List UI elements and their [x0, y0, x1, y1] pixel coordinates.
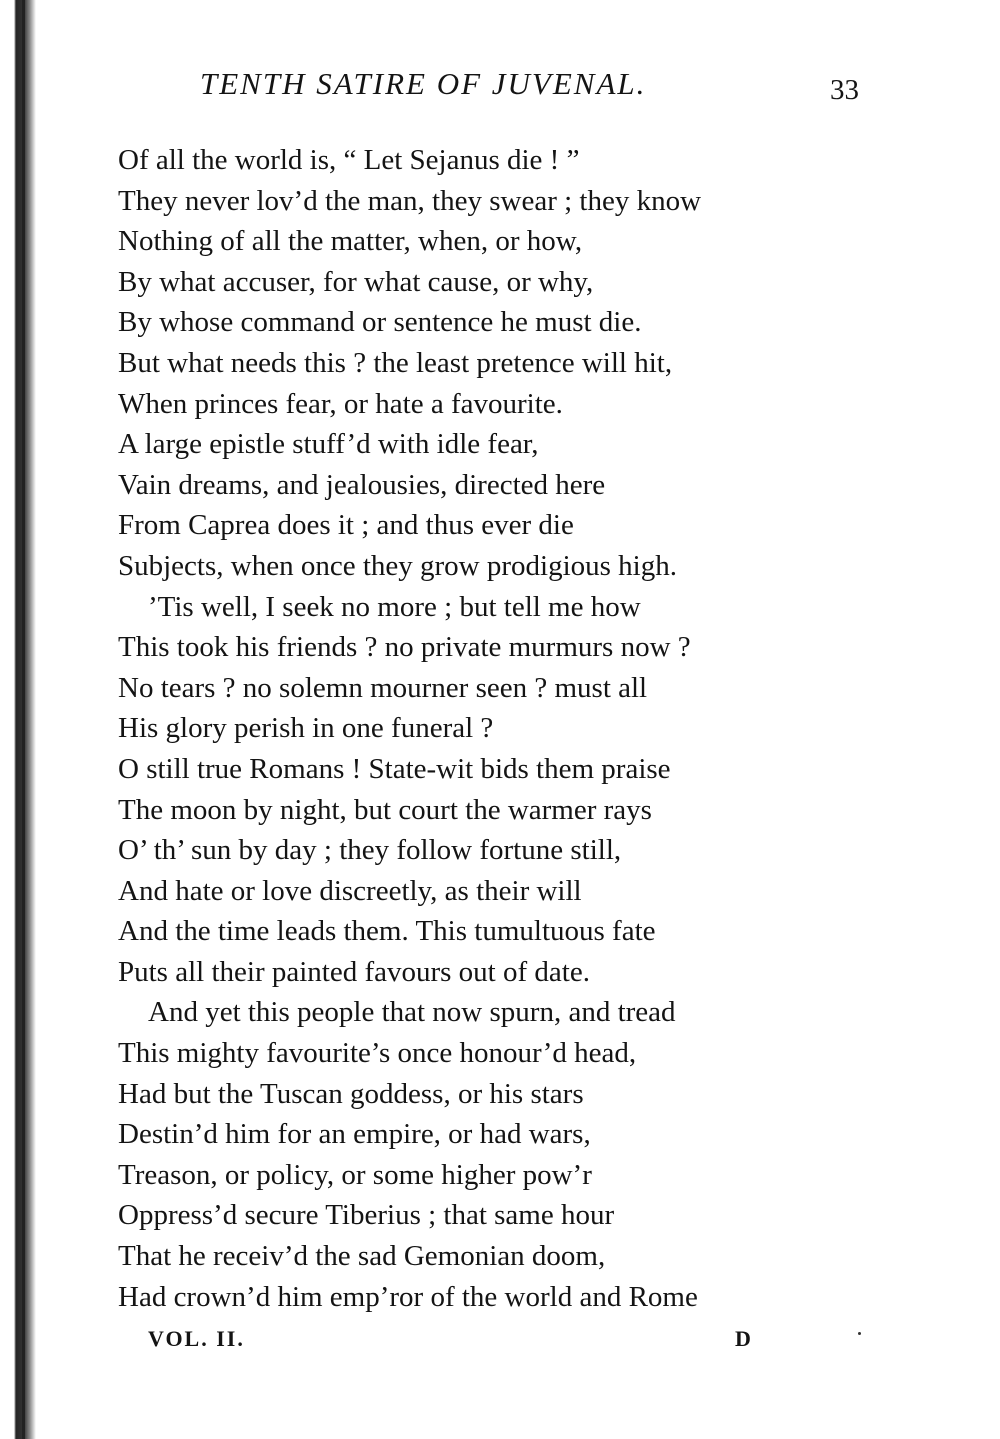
verse-line: Treason, or policy, or some higher pow’r: [118, 1158, 592, 1191]
verse-line: Vain dreams, and jealousies, directed here: [118, 468, 606, 501]
verse-line: But what needs this ? the least pretence will hit,: [118, 346, 673, 379]
verse-line: Nothing of all the matter, when, or how,: [118, 225, 583, 258]
running-title: TENTH SATIRE OF JUVENAL.: [200, 66, 647, 101]
signature-mark: D: [735, 1326, 751, 1351]
ink-speck: [858, 1332, 861, 1335]
verse-line: Oppress’d secure Tiberius ; that same hour: [118, 1199, 615, 1232]
verse-line: By whose command or sentence he must die.: [118, 306, 642, 339]
verse-line: No tears ? no solemn mourner seen ? must all: [118, 671, 648, 704]
verse-block: [118, 140, 878, 1317]
verse-line: This mighty favourite’s once honour’d head,: [118, 1037, 637, 1070]
verse-line: A large epistle stuff’d with idle fear,: [118, 428, 539, 461]
verse-line: O’ th’ sun by day ; they follow fortune still,: [118, 834, 622, 867]
verse-line: Had crown’d him emp’ror of the world and Rome: [118, 1280, 698, 1313]
verse-line: Puts all their painted favours out of date.: [118, 955, 590, 988]
verse-line: This took his friends ? no private murmurs now ?: [118, 631, 691, 664]
verse-line: Subjects, when once they grow prodigious high.: [118, 549, 677, 582]
verse-line: By what accuser, for what cause, or why,: [118, 265, 594, 298]
verse-line: From Caprea does it ; and thus ever die: [118, 509, 574, 542]
verse-line: That he receiv’d the sad Gemonian doom,: [118, 1240, 606, 1273]
verse-line: His glory perish in one funeral ?: [118, 712, 494, 745]
verse-line: And yet this people that now spurn, and tread: [148, 996, 676, 1029]
verse-line: Of all the world is, “ Let Sejanus die ! ”: [118, 144, 580, 176]
binding-line: [22, 0, 25, 1439]
verse-line: They never lov’d the man, they swear ; they know: [118, 184, 702, 217]
verse-line: Destin’d him for an empire, or had wars,: [118, 1118, 591, 1151]
binding-shadow: [0, 0, 36, 1439]
verse-line: ’Tis well, I seek no more ; but tell me how: [148, 590, 641, 623]
verse-line: The moon by night, but court the warmer rays: [118, 793, 652, 826]
volume-signature: VOL. II.: [148, 1326, 245, 1351]
verse-line: When princes fear, or hate a favourite.: [118, 387, 563, 420]
verse-line: And the time leads them. This tumultuous fate: [118, 915, 656, 948]
verse-line: O still true Romans ! State-wit bids them praise: [118, 752, 671, 785]
page-number: 33: [830, 74, 859, 106]
verse-line: And hate or love discreetly, as their will: [118, 874, 582, 907]
verse-line: Had but the Tuscan goddess, or his stars: [118, 1077, 584, 1110]
